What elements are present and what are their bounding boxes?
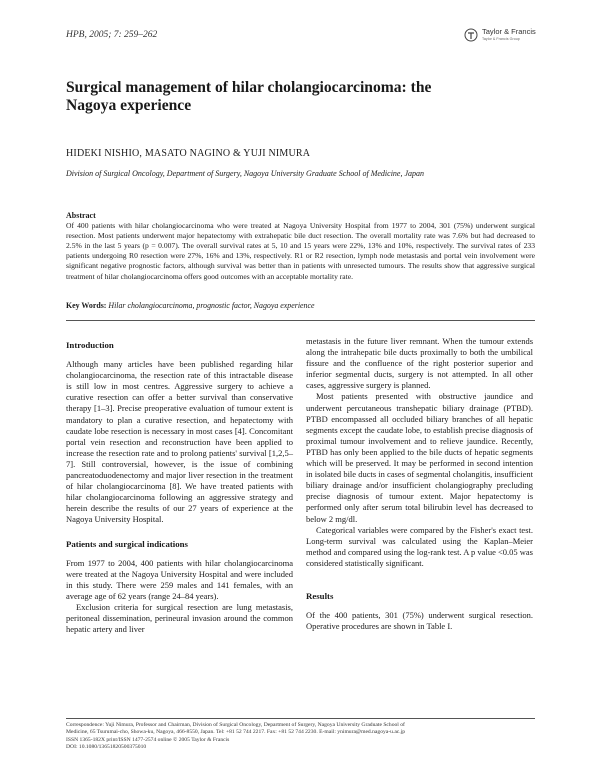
footer-line-2: Medicine, 65 Tsurumai-cho, Showa-ku, Nagoya, 466-8550, Japan. Tel: +81 52 744 2217. Fax: +81 52 744 2230. E-mail: ynimura@med.nagoya-u.ac.jp <box>66 729 406 736</box>
publisher-name: Taylor & Francis <box>482 27 536 36</box>
patients-heading: Patients and surgical indications <box>66 538 188 549</box>
left-column <box>66 340 293 635</box>
tf-logo-icon <box>464 28 478 42</box>
abstract <box>66 211 535 282</box>
statistics-paragraph: Categorical variables were compared by the Fisher's exact test. Long-term survival was calculated using the Kaplan–Meier method and compared using the log-rank test. A p value <0.05 was considered statistically significant. <box>306 524 533 568</box>
article-title: Surgical management of hilar cholangiocarcinoma: the Nagoya experience <box>66 79 432 114</box>
keywords-label: Key Words: <box>66 301 107 310</box>
footer-divider <box>66 718 535 719</box>
patients-paragraph-1: From 1977 to 2004, 400 patients with hilar cholangiocarcinoma were treated at the Nagoya University Hospital and were included in this study. There were 259 males and 141 females, with an average age of 62 years (range 24–84 years). <box>66 557 293 601</box>
correspondence-footer <box>66 722 535 752</box>
abstract-heading: Abstract <box>66 211 96 220</box>
footer-line-1: Correspondence: Yuji Nimura, Professor and Chairman, Division of Surgical Oncology, Department of Surgery, Nagoya University Graduate School of <box>66 722 405 728</box>
publisher-logo <box>464 28 536 42</box>
introduction-heading: Introduction <box>66 340 114 350</box>
author-list: HIDEKI NISHIO, MASATO NAGINO & YUJI NIMURA <box>66 148 311 159</box>
section-divider <box>66 320 535 321</box>
footer-line-3: ISSN 1365-182X print/ISSN 1477-2574 online © 2005 Taylor & Francis <box>66 736 230 743</box>
author-affiliation: Division of Surgical Oncology, Department of Surgery, Nagoya University Graduate School of Medicine, Japan <box>66 169 425 178</box>
ptbd-paragraph: Most patients presented with obstructive jaundice and underwent percutaneous transhepatic biliary drainage (PTBD). PTBD encompassed all occluded biliary branches of all hepatic segments except the caudate lobe, to establish precise diagnosis of proximal tumour involvement and to relieve jaundice. Recently, PTBD has only been applied to the bile ducts of hepatic segments which will be preserved. It may be performed in second intention in isolated bile ducts in cases of segmental cholangitis, insufficient biliary drainage and/or insufficient cholangiography precluding precise diagnosis of tumour extent. Major hepatectomy is performed only after serum total bilirubin level has decreased to below 2 mg/dl. <box>306 391 533 524</box>
patients-paragraph-2: Exclusion criteria for surgical resection are lung metastasis, peritoneal dissemination, perineural invasion around the common hepatic artery and liver <box>66 601 293 635</box>
results-heading: Results <box>306 590 334 601</box>
exclusion-continued-paragraph: metastasis in the future liver remnant. When the tumour extends along the intrahepatic bile ducts proximally to both the umbilical fissure and the confluence of the right posterior superior and inferior segmental ducts, surgery is not attempted. In all other cases, aggressive surgery is planned. <box>306 336 533 391</box>
keywords-text: Hilar cholangiocarcinoma, prognostic factor, Nagoya experience <box>108 301 315 310</box>
footer-line-4: DOI: 10.1080/13651820500375010 <box>66 744 147 751</box>
publisher-tagline: Taylor & Francis Group <box>482 36 520 41</box>
abstract-text: Of 400 patients with hilar cholangiocarcinoma who were treated at Nagoya University Hospital from 1977 to 2004, 301 (75%) underwent surgical resection. Most patients underwent major hepatectomy with extrahepatic bile duct resection. The overall mortality rate was 7.6% but had decreased to 2.5% in the last 5 years (p = 0.007). The overall survival rates at 5, 10 and 15 years were 22%, 13% and 10%, respectively. The survival rates of 233 patients undergoing R0 resection were 27%, 16% and 13%, respectively. R1 or R2 resection, lymph node metastasis and portal vein involvement were significant negative prognostic factors, although survival was better than in patients with unresected tumours. The results show that aggressive surgical treatment of hilar cholangiocarcinoma offers good outcomes with an acceptable mortality rate. <box>66 221 535 281</box>
keywords <box>66 301 535 310</box>
right-column <box>306 336 533 632</box>
journal-citation: HPB, 2005; 7: 259–262 <box>66 30 158 40</box>
results-paragraph: Of the 400 patients, 301 (75%) underwent surgical resection. Operative procedures are shown in Table I. <box>306 610 533 632</box>
introduction-paragraph: Although many articles have been published regarding hilar cholangiocarcinoma, the resection rate of this intractable disease is still low in most centres. Aggressive surgery to achieve a curative resection can offer a better survival than conservative therapy [1–3]. Precise preoperative evaluation of tumour extent is mandatory to plan a curative resection, and hepatectomy with caudate lobe resection is necessary in most cases [4]. Concomitant portal vein resection and reconstruction have been applied to increase the resection rate and to prolong patients' survival [1,2,5–7]. Still controversial, however, is the issue of combining pancreatoduodenectomy and major liver resection in the treatment of hilar cholangiocarcinoma [8]. We have treated patients with hilar cholangiocarcinoma following an aggressive strategy and herein describe the results of our 27 years of experience at the Nagoya University Hospital. <box>66 359 293 525</box>
